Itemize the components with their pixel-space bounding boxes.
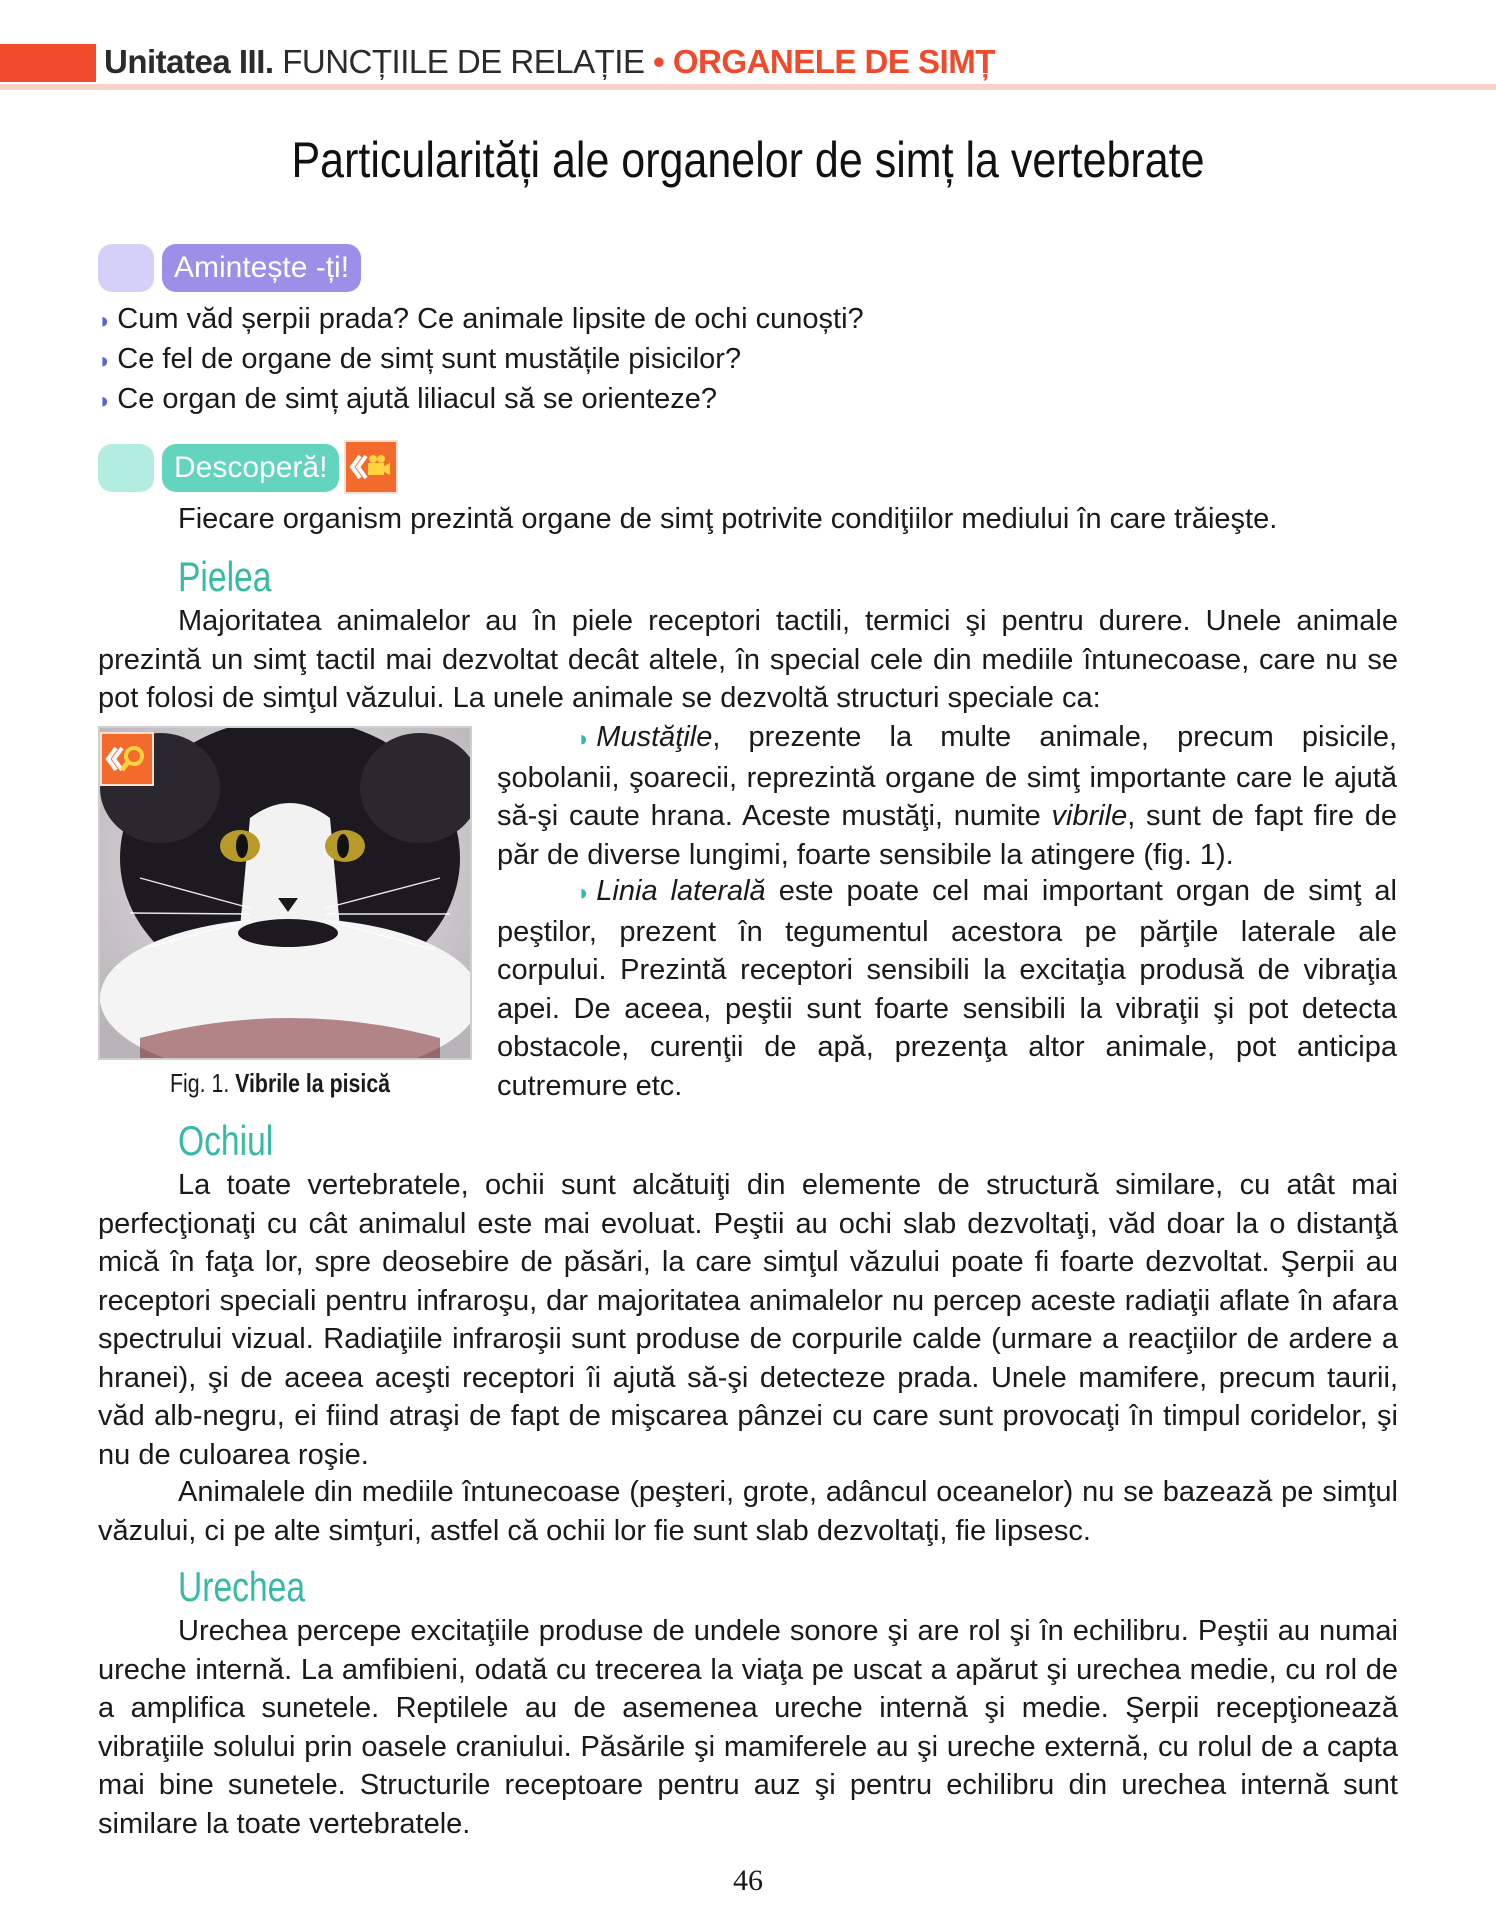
remember-label: Amintește -ți! (162, 244, 361, 292)
question-item (98, 340, 1398, 380)
bullet-icon: ◗ (98, 308, 112, 333)
header-section: FUNCȚIILE DE RELAȚIE (282, 43, 645, 80)
bullet-icon: ◗ (577, 726, 591, 751)
ear-paragraph: Urechea percepe excitaţiile produse de undele sonore şi are rol şi în echilibru. Peştii au numai ureche internă. La amfibieni, odată cu trecerea la viaţa pe uscat a apărut şi urechea medie, cu rol de a amplifica sunetele. Reptilele au de asemenea ureche internă şi medie. Şerpii recepţionează vibraţiile solului prin oasele craniului. Păsările şi mamiferele au şi ureche externă, cu rolul de a capta mai bine sunetele. Structurile receptoare pentru auz şi pentru echilibru din urechea internă sunt similare la toate vertebratele. (98, 1615, 1398, 1840)
header-bullet: • (653, 43, 665, 80)
whiskers-text-b: , sunt de fapt fire de păr de diverse lungimi, foarte sensibile la atingere (fig. 1). (497, 800, 1398, 871)
question-text: Ce organ de simț ajută liliacul să se orienteze? (117, 383, 717, 415)
heading-skin: Pielea (178, 553, 272, 600)
term-whiskers: Mustăţile (596, 721, 713, 753)
discover-intro: Fiecare organism prezintă organe de simţ potrivite condiţiilor mediului în care trăieşte. (178, 503, 1278, 535)
whiskers-text-a: , prezente la multe animale, precum pisicile, şobolanii, şoarecii, reprezintă organe de simţ importante care le ajută să-şi caute hrana. Aceste mustăţi, numite (497, 721, 1397, 832)
question-text: Cum văd șerpii prada? Ce animale lipsite de ochi cunoști? (117, 303, 864, 335)
list-item-lateral-line (497, 872, 1397, 1105)
remember-questions (98, 300, 1398, 420)
header-subsection: ORGANELE DE SIMȚ (672, 43, 995, 80)
discover-label: Descoperă! (162, 444, 339, 492)
magnifier-icon[interactable] (100, 732, 154, 786)
caption-prefix: Fig. 1. (170, 1068, 230, 1098)
bullet-icon: ◗ (98, 348, 112, 373)
video-camera-icon[interactable] (344, 440, 398, 494)
page-number: 46 (733, 1864, 763, 1897)
running-header (104, 42, 995, 82)
lateral-line-text: este poate cel mai important organ de simţ al peştilor, prezent în tegumentul acestora pe părţile laterale ale corpului. Prezintă receptori sensibili la excitaţia produsă de vibraţia apei. De aceea, peştii sunt foarte sensibili la vibraţii şi pot detecta obstacole, curenţii de apă, prezenţa altor animale, pot anticipa cutremure etc. (497, 875, 1397, 1102)
cat-photo (98, 726, 472, 1060)
eye-paragraph-1: La toate vertebratele, ochii sunt alcătuiţi din elemente de structură similare, cu atât mai perfecţionaţi cu cât animalul este mai evoluat. Peştii au ochi slab dezvoltaţi, văd doar la o distanţă mică în faţa lor, spre deosebire de păsări, la care simţul văzului poate fi foarte dezvoltat. Şerpii au receptori speciali pentru infraroşu, dar majoritatea animalelor nu percep aceste radiaţii aflate în afara spectrului vizual. Radiaţiile infraroşii sunt produse de corpurile calde (urmare a reacţiilor de ardere a hranei), şi de aceea aceşti receptori îi ajută să-şi detecteze prada. Unele mamifere, precum taurii, văd alb-negru, ei fiind atraşi de fapt de mişcarea pânzei cu care sunt provocaţi în timpul coridelor, şi nu de culoarea roşie. (98, 1169, 1398, 1471)
bullet-icon: ◗ (577, 880, 591, 905)
eye-paragraph-2: Animalele din mediile întunecoase (peşteri, grote, adâncul oceanelor) nu se bazează pe simţul văzului, ci pe alte simţuri, astfel că ochii lor fie sunt slab dezvoltaţi, fie lipsesc. (98, 1476, 1398, 1547)
header-color-bar (0, 44, 96, 82)
question-item (98, 380, 1398, 420)
question-item (98, 300, 1398, 340)
header-unit: Unitatea III. (104, 43, 274, 80)
discover-marker (98, 444, 154, 492)
header-divider (0, 84, 1496, 90)
question-text: Ce fel de organe de simț sunt mustățile pisicilor? (117, 343, 742, 375)
skin-paragraph: Majoritatea animalelor au în piele receptori tactili, termici şi pentru durere. Unele animale prezintă un simţ tactil mai dezvoltat decât altele, în special cele din mediile întunecoase, care nu se pot folosi de simţul văzului. La unele animale se dezvoltă structuri speciale ca: (98, 605, 1398, 714)
remember-marker (98, 244, 154, 292)
figure-caption (170, 1066, 390, 1100)
term-vibrissae: vibrile (1051, 800, 1128, 832)
bullet-icon: ◗ (98, 388, 112, 413)
heading-ear: Urechea (178, 1563, 306, 1610)
list-item-whiskers (497, 718, 1397, 874)
page-title: Particularități ale organelor de simț la vertebrate (291, 132, 1205, 188)
heading-eye: Ochiul (178, 1117, 274, 1164)
caption-text: Vibrile la pisică (235, 1068, 391, 1098)
term-lateral-line: Linia laterală (596, 875, 766, 907)
